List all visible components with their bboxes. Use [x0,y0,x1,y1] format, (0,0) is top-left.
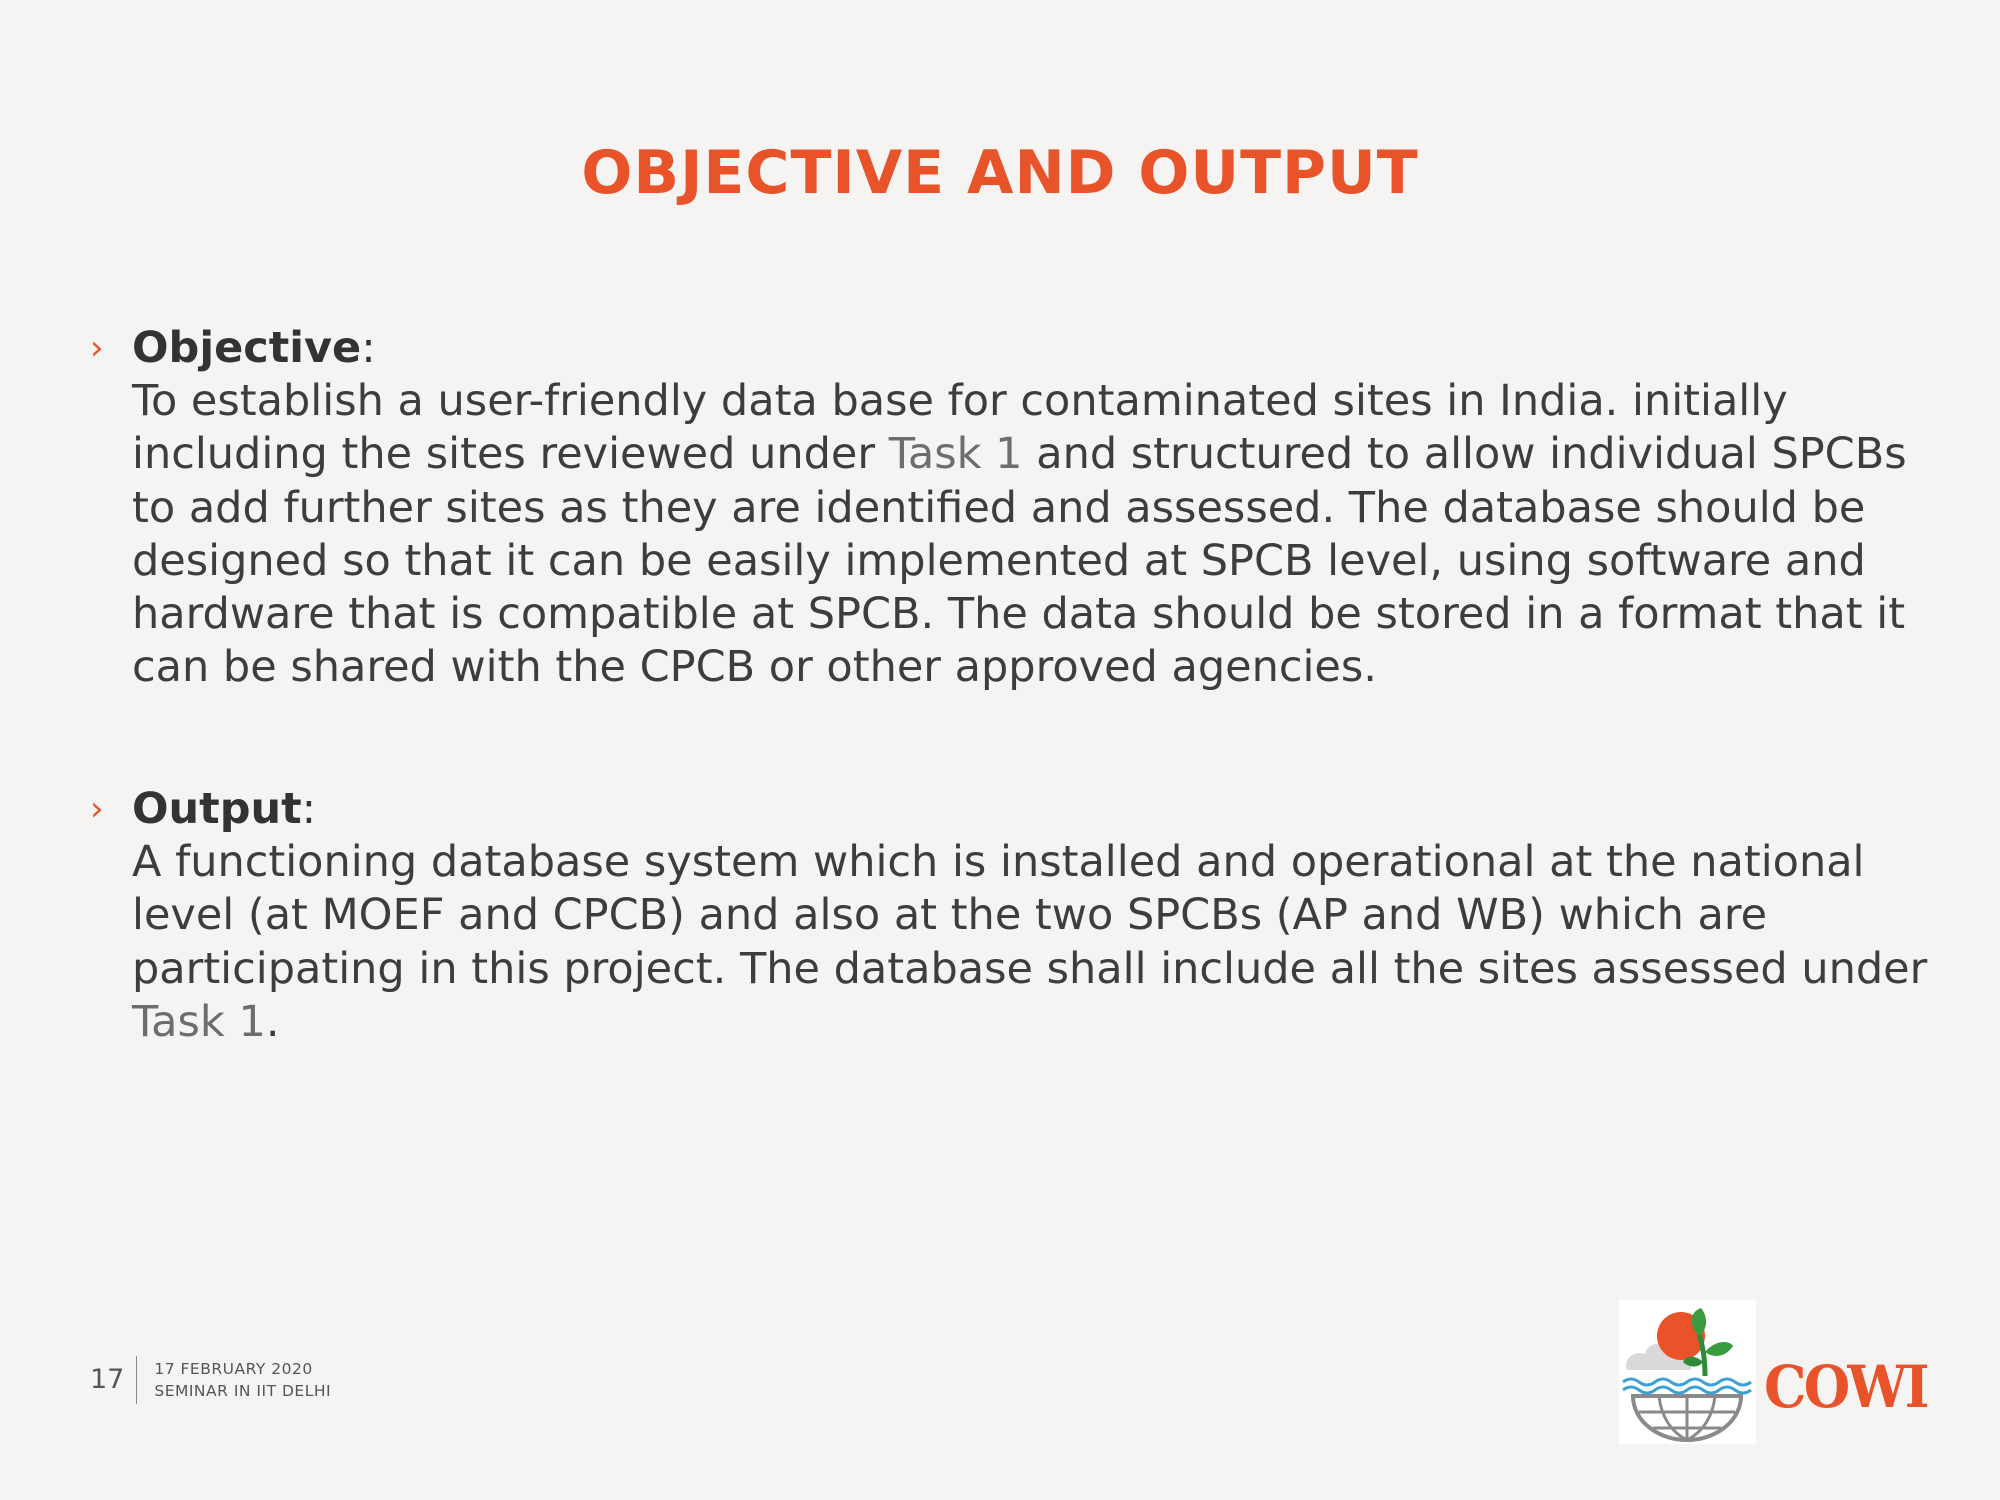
sun-plant-globe-emblem-icon [1619,1300,1756,1444]
objective-task-reference: Task 1 [888,429,1023,480]
output-text-part-1: A functioning database system which is installed and operational at the national level (at MOEF and CPCB) and also at the two SPCBs (AP and WB) which are participating in this project. The database shall include all the sites assessed under [132,837,1928,994]
output-heading [90,783,1950,836]
objective-colon: : [361,323,376,373]
objective-text-part-1: To establish a user-friendly data base for contaminated sites in India. initially including the sites reviewed under [132,376,1788,480]
footer-info [154,1358,331,1402]
slide-footer [90,1356,331,1404]
objective-text [90,375,1950,695]
output-term: Output [132,784,302,834]
slide-title: OBJECTIVE AND OUTPUT [581,138,1419,208]
output-text [90,836,1950,1049]
chevron-right-icon: › [90,328,104,368]
output-text-part-2: . [265,996,280,1047]
objective-section [90,322,1950,695]
output-section [90,783,1950,1049]
output-colon: : [301,784,317,834]
page-number: 17 [90,1364,125,1395]
objective-text-part-2: and structured to allow individual SPCBs to add further sites as they are identified and assessed. The database should be designed so that it can be easily implemented at SPCB level, using software and hardware that is compatible at SPCB. The data should be stored in a format that it can be shared with the CPCB or other approved agencies. [132,429,1907,693]
partner-logo [1619,1300,1756,1444]
chevron-right-icon: › [90,789,104,829]
cowi-logo: COWI [1764,1353,1927,1421]
objective-heading [90,322,1950,375]
footer-date: 17 FEBRUARY 2020 [154,1360,313,1378]
objective-term: Objective [132,323,362,373]
footer-divider [136,1356,137,1404]
output-task-reference: Task 1 [132,996,266,1047]
footer-event: SEMINAR IN IIT DELHI [154,1382,332,1400]
